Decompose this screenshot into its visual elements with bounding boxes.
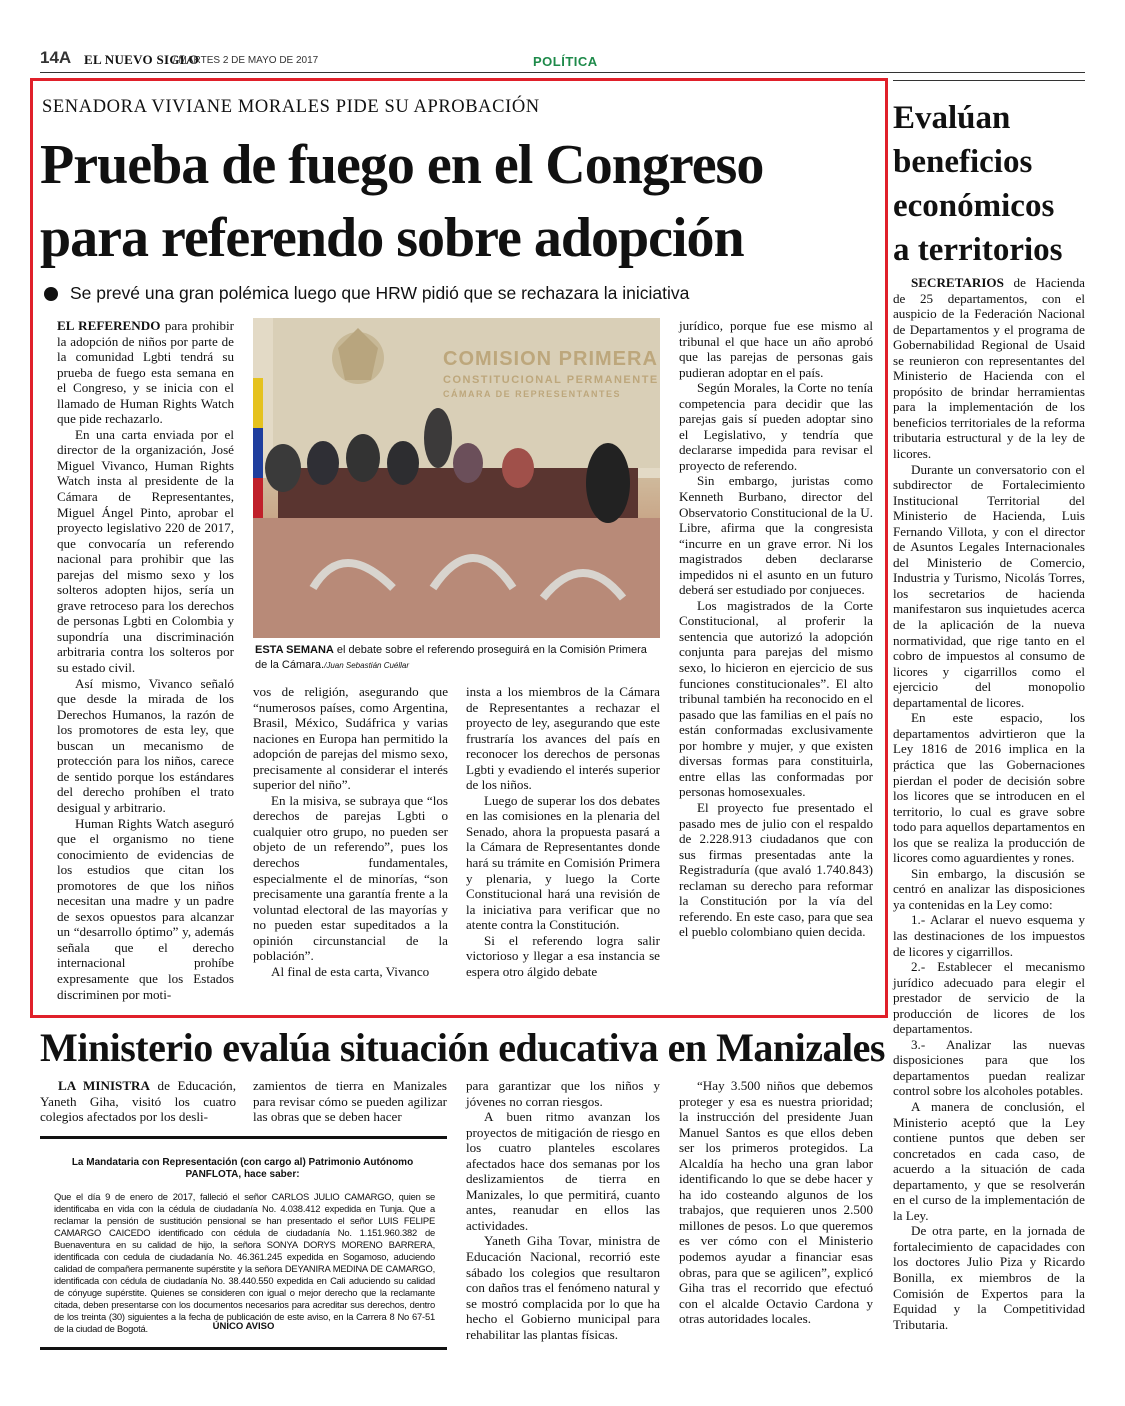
photo-caption: ESTA SEMANA el debate sobre el referendo proseguirá en la Comisión Primera de la Cámara./Juan Sebastián Cuéllar xyxy=(255,644,647,671)
main-column-3: insta a los miembros de la Cámara de Representantes a rechazar el proyecto de ley, asegurando que este frustraría los avances del país en reconocer los derechos de personas Lgbti y evadiendo el interés superior de los niños. Luego de superar los dos debates en las comisiones en la plenaria del Senado, ahora la propuesta pasará a la Cámara de Representantes donde hará su trámite en Comisión Primera y plenaria, y luego la Corte Constitucional hará una revisión de la iniciativa para verificar que no atente contra la Constitución. Si el referendo logra salir victorioso y llegar a esa instancia se espera otro álgido debate xyxy=(466,684,660,979)
sidebar-headline: Evalúan beneficios económicos a territorios xyxy=(893,100,1063,268)
kicker: SENADORA VIVIANE MORALES PIDE SU APROBACIÓN xyxy=(42,97,540,117)
second-column-2: zamientos de tierra en Manizales para revisar cómo se pueden agilizar las obras que se deben hacer xyxy=(253,1078,447,1125)
sidebar-top-rule xyxy=(893,80,1085,81)
bullet-icon xyxy=(44,287,58,301)
header-rule xyxy=(40,72,1085,73)
legal-notice xyxy=(40,1136,447,1350)
main-column-4: jurídico, porque fue ese mismo al tribunal el que hace un año aprobó que las parejas de personas gais pudieran adoptar en el país. Según Morales, la Corte no tenía competencia para decidir que las parejas gais sí pueden adoptar sino el Legislativo, y tendría que declararse impedida para revisar el proyecto de referendo. Sin embargo, juristas como Kenneth Burbano, director del Observatorio Constitucional de la U. Libre, afirma que la congresista “incurre en un grave error. Ni los magistrados deben declararse impedidos ni el asunto en un futuro deberá ser estudiado por conjueces. Los magistrados de la Corte Constitucional, al proferir la sentencia que autorizó la adopción conjunta para parejas del mismo sexo, lo hicieron en ejercicio de sus funciones constitucionales”. El alto tribunal también ha reconocido en el pasado que las familias en el país no están conformadas exclusivamente por hombre y mujer, y que existen diversas formas para constituirla, entre ellas las conformadas por personas homosexuales. El proyecto fue presentado el pasado mes de julio con el respaldo de 2.228.913 ciudadanos que con sus firmas presentadas ante la Registraduría (que avaló 1.740.843) reclaman su derecho para reformar la Constitución por la vía del referendo. En este caso, para que sea el pueblo colombiano quien decida. xyxy=(679,318,873,940)
main-column-1: EL REFERENDO para prohibir la adopción de niños por parte de la comunidad Lgbti tendrá su prueba de fuego esta semana en el Congreso, y se inicia con el llamado de Human Rights Watch que pide rechazarlo. En una carta enviada por el director de la organización, José Miguel Vivanco, Human Rights Watch insta al presidente de la Cámara de Representantes, Miguel Ángel Pinto, aprobar el proyecto legislativo 220 de 2017, que convocaría un referendo nacional para prohibir que las parejas del mismo sexo y los solteros adopten hijos, sería un grave retroceso para los derechos de personas Lgbti en Colombia y supondría una discriminación arbitraria contra los solteros por su estado civil. Así mismo, Vivanco señaló que desde la mirada de los Derechos Humanos, la razón de los promotores de esta ley, que buscan un mecanismo de protección para los niños, carece de sentido porque los estándares del derecho prohíben el trato desigual y arbitrario. Human Rights Watch aseguró que el organismo no tiene conocimiento de evidencias de los estudios que citan los promotores de que los niños necesitan una madre y un padre de sexos opuestos para alcanzar un “desarrollo óptimo” y, además señala que el derecho internacional prohíbe expresamente que los Estados discriminen por moti- xyxy=(57,318,235,1002)
headline-line-1: Prueba de fuego en el Congreso xyxy=(40,134,764,196)
main-column-2: vos de religión, asegurando que “numerosos países, como Argentina, Brasil, México, Sudáfrica y varias naciones en Europa han permitido la adopción de parejas del mismo sexo, precisamente al considerar el interés superior del niño”. En la misiva, se subraya que “los derechos de parejas Lgbti o cualquier otro grupo, no pueden ser objeto de un referendo”, pues los derechos fundamentales, especialmente el de minorías, “son precisamente una garantía frente a la voluntad electoral de las mayorías y no pueden estar supeditados a la opinión circunstancial de la población”. Al final de esta carta, Vivanco xyxy=(253,684,448,979)
photo-wall-title: COMISION PRIMERA xyxy=(443,348,658,370)
issue-date: / MARTES 2 DE MAYO DE 2017 xyxy=(173,55,319,66)
second-column-3: para garantizar que los niños y jóvenes no corran riesgos. A buen ritmo avanzan los proyectos de mitigación de riesgo en los cuatro planteles escolares afectados hace dos semanas por los deslizamientos de tierra en Manizales, lo que permitirá, cuanto antes, reanudar en ellos las actividades. Yaneth Giha Tovar, ministra de Educación Nacional, recorrió este sábado los colegios que resultaron con daños tras el fenómeno natural y se mostró complacida por lo que ha hecho el Gobierno municipal para rehabilitar las plantas físicas. xyxy=(466,1078,660,1342)
sidebar-body: SECRETARIOS de Hacienda de 25 departamentos, con el auspicio de la Federación Nacional de Departamentos y el programa de Gobernabilidad Regional de Usaid se reunieron con representantes del Ministerio de Hacienda con el propósito de brindar herramientas para la implementación de los beneficios territoriales de la reforma tributaria estructural y de la ley de licores. Durante un conversatorio con el subdirector de Fortalecimiento Institucional Territorial del Ministerio de Hacienda, Luis Fernando Villota, y con el director de Asuntos Legales Internacionales del Ministerio de Comercio, Industria y Turismo, Nicolás Torres, los secretarios de hacienda manifestaron sus inquietudes acerca de la aplicación de la nueva normatividad, que rige tanto en el cobro de impuestos al consumo de licores y cigarrillos como el ejercicio del monopolio departamental de licores. En este espacio, los departamentos advirtieron que la Ley 1816 de 2016 implica en la práctica que las Gobernaciones pierdan el poder de decisión sobre los licores que se introducen en el territorio, lo cual es grave sobre todo para aquellos departamentos en los que se realiza la producción de licores como aguardientes y rones. Sin embargo, la discusión se centró en analizar las disposiciones ya contenidas en la Ley como: 1.- Aclarar el nuevo esquema y las destinaciones de los impuestos de licores y cigarrillos. 2.- Establecer el mecanismo jurídico adecuado para elegir el prestador de servicio de la producción de licores de los departamentos. 3.- Analizar las nuevas disposiciones para que los departamentos puedan realizar control sobre los alcoholes potables. A manera de conclusión, el Ministerio aceptó que la Ley contiene puntos que deben ser concretados en cada caso, de acuerdo a la situación de cada departamento, y que se resolverán en el curso de la implementación de la Ley. De otra parte, en la jornada de fortalecimiento de capacidades con los doctores Julio Piza y Ricardo Bonilla, ex miembros de la Comisión de Expertos para la Equidad y la Competitividad Tributaria. xyxy=(893,275,1085,1332)
photo-credit: /Juan Sebastián Cuéllar xyxy=(324,661,410,670)
headline-line-2: para referendo sobre adopción xyxy=(40,207,744,269)
notice-body: Que el día 9 de enero de 2017, falleció el señor CARLOS JULIO CAMARGO, quien se identificaba en vida con la cédula de ciudadanía No. 4.038.412 expedida en Tunja. Que a reclamar la pensión de sustitución pensional se han presentado el señor LUIS FELIPE CAMARGO CAICEDO identificado con cédula de ciudadanía No. 1.151.960.382 de Buenaventura en su calidad de hijo, la señora SONYA DORYS MORENO BARRERA, identificada con cedula de ciudadanía No. 46.361.245 expedida en Sogamoso, aduciendo calidad de compañera permanente supérstite y la señora DEYANIRA MEDINA DE CAMARGO, identificada con cédula de ciudadanía No. 38.440.550 expedida en Cali aduciendo su calidad de cónyuge supérstite. Quienes se consideren con igual o mejor derecho que la reclamante citada, deben presentarse con los documentos necesarios para acreditar sus derechos, dentro de los treinta (30) siguientes a la fecha de publicación de este aviso, en la Carrera 8 No 67-51 de la ciudad de Bogotá. xyxy=(54,1191,435,1334)
notice-title: La Mandataria con Representación (con cargo al) Patrimonio Autónomo PANFLOTA, hace saber: xyxy=(71,1157,414,1180)
notice-footer: ÚNICO AVISO xyxy=(212,1321,275,1332)
second-column-1: LA MINISTRA de Educación, Yaneth Giha, visitó los cuatro colegios afectados por los desli- xyxy=(40,1078,236,1125)
deck: Se prevé una gran polémica luego que HRW pidió que se rechazara la iniciativa xyxy=(70,283,690,303)
photo-wall-sub2: CÁMARA DE REPRESENTANTES xyxy=(443,389,622,399)
section-label: POLÍTICA xyxy=(533,54,598,69)
lead-word: EL REFERENDO xyxy=(57,318,161,333)
page-number: 14A xyxy=(40,48,72,67)
paper-name: EL NUEVO SIGLO xyxy=(84,52,200,67)
second-headline: Ministerio evalúa situación educativa en Manizales xyxy=(40,1025,885,1070)
photo-wall-sub1: CONSTITUCIONAL PERMANENTE xyxy=(443,374,659,386)
second-column-4: “Hay 3.500 niños que debemos proteger y esa es nuestra prioridad; la instrucción del presidente Juan Manuel Santos es que ellos deben ser los primeros protegidos. La Alcaldía ha hecho una gran labor identificando lo que se debe hacer y ha ido costeando algunos de los trabajos, que requieren unos 2.500 millones de pesos. Lo que queremos es ver cómo con el Ministerio podemos ayudar a financiar esas obras, para que se agilicen”, explicó Giha tras el recorrido que efectuó con el alcalde Octavio Cardona y otras autoridades locales. xyxy=(679,1078,873,1327)
article-photo xyxy=(253,318,660,638)
